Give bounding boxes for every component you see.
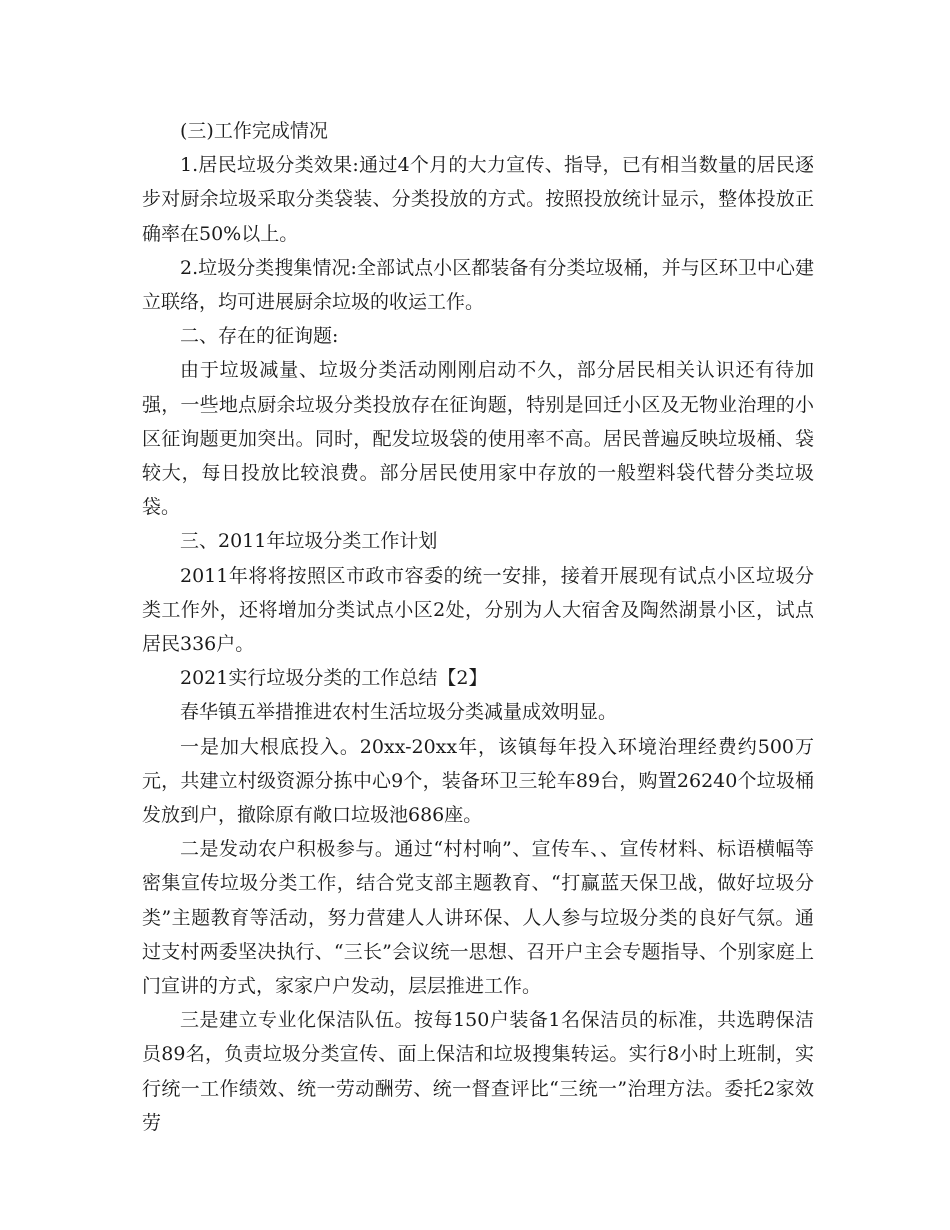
section-heading-existing-problems: 二、存在的征询题: (180, 325, 339, 348)
paragraph-chunhua-intro: 春华镇五举措推进农村生活垃圾分类减量成效明显。 (180, 701, 618, 724)
section-heading-2011-plan: 三、2011年垃圾分类工作计划 (180, 530, 438, 553)
paragraph-measure-1: 一是加大根底投入。20xx-20xx年，该镇每年投入环境治理经费约500万元，共建立村级资源分拣中心9个，装备环卫三轮车89台，购置26240个垃圾桶发放到户，撤除原有敞口垃圾池686座。 (142, 735, 814, 827)
paragraph-sorting-effect: 1.居民垃圾分类效果:通过4个月的大力宣传、指导，已有相当数量的居民逐步对厨余垃圾采取分类袋装、分类投放的方式。按照投放统计显示，整体投放正确率在50%以上。 (142, 154, 814, 245)
paragraph-2011-plan: 2011年将将按照区市政市容委的统一安排，接着开展现有试点小区垃圾分类工作外，还将增加分类试点小区2处，分别为人大宿舍及陶然湖景小区，试点居民336户。 (142, 564, 814, 656)
paragraph-collection-status: 2.垃圾分类搜集情况:全部试点小区都装备有分类垃圾桶，并与区环卫中心建立联络，均可进展厨余垃圾的收运工作。 (142, 256, 814, 314)
paragraph-measure-3: 三是建立专业化保洁队伍。按每150户装备1名保洁员的标准，共选聘保洁员89名，负责垃圾分类宣传、面上保洁和垃圾搜集转运。实行8小时上班制，实行统一工作绩效、统一劳动酬劳、统一督查评比“三统一”治理方法。委托2家效劳 (142, 1009, 814, 1134)
paragraph-problems: 由于垃圾减量、垃圾分类活动刚刚启动不久，部分居民相关认识还有待加强，一些地点厨余垃圾分类投放存在征询题，特别是回迁小区及无物业治理的小区征询题更加突出。同时，配发垃圾袋的使用率不高。居民普遍反映垃圾桶、袋较大，每日投放比较浪费。部分居民使用家中存放的一般塑料袋代替分类垃圾袋。 (142, 359, 814, 519)
paragraph-measure-2: 二是发动农户积极参与。通过“村村响”、宣传车、、宣传材料、标语横幅等密集宣传垃圾分类工作，结合党支部主题教育、“打赢蓝天保卫战，做好垃圾分类”主题教育等活动，努力营建人人讲环保、人人参与垃圾分类的良好气氛。通过支村两委坚决执行、“三长”会议统一思想、召开户主会专题指导、个别家庭上门宣讲的方式，家家户户发动，层层推进工作。 (142, 838, 814, 998)
section-heading-summary-2: 2021实行垃圾分类的工作总结【2】 (180, 667, 488, 690)
document-body (142, 114, 814, 1140)
section-heading-work-completion: (三)工作完成情况 (180, 120, 328, 142)
